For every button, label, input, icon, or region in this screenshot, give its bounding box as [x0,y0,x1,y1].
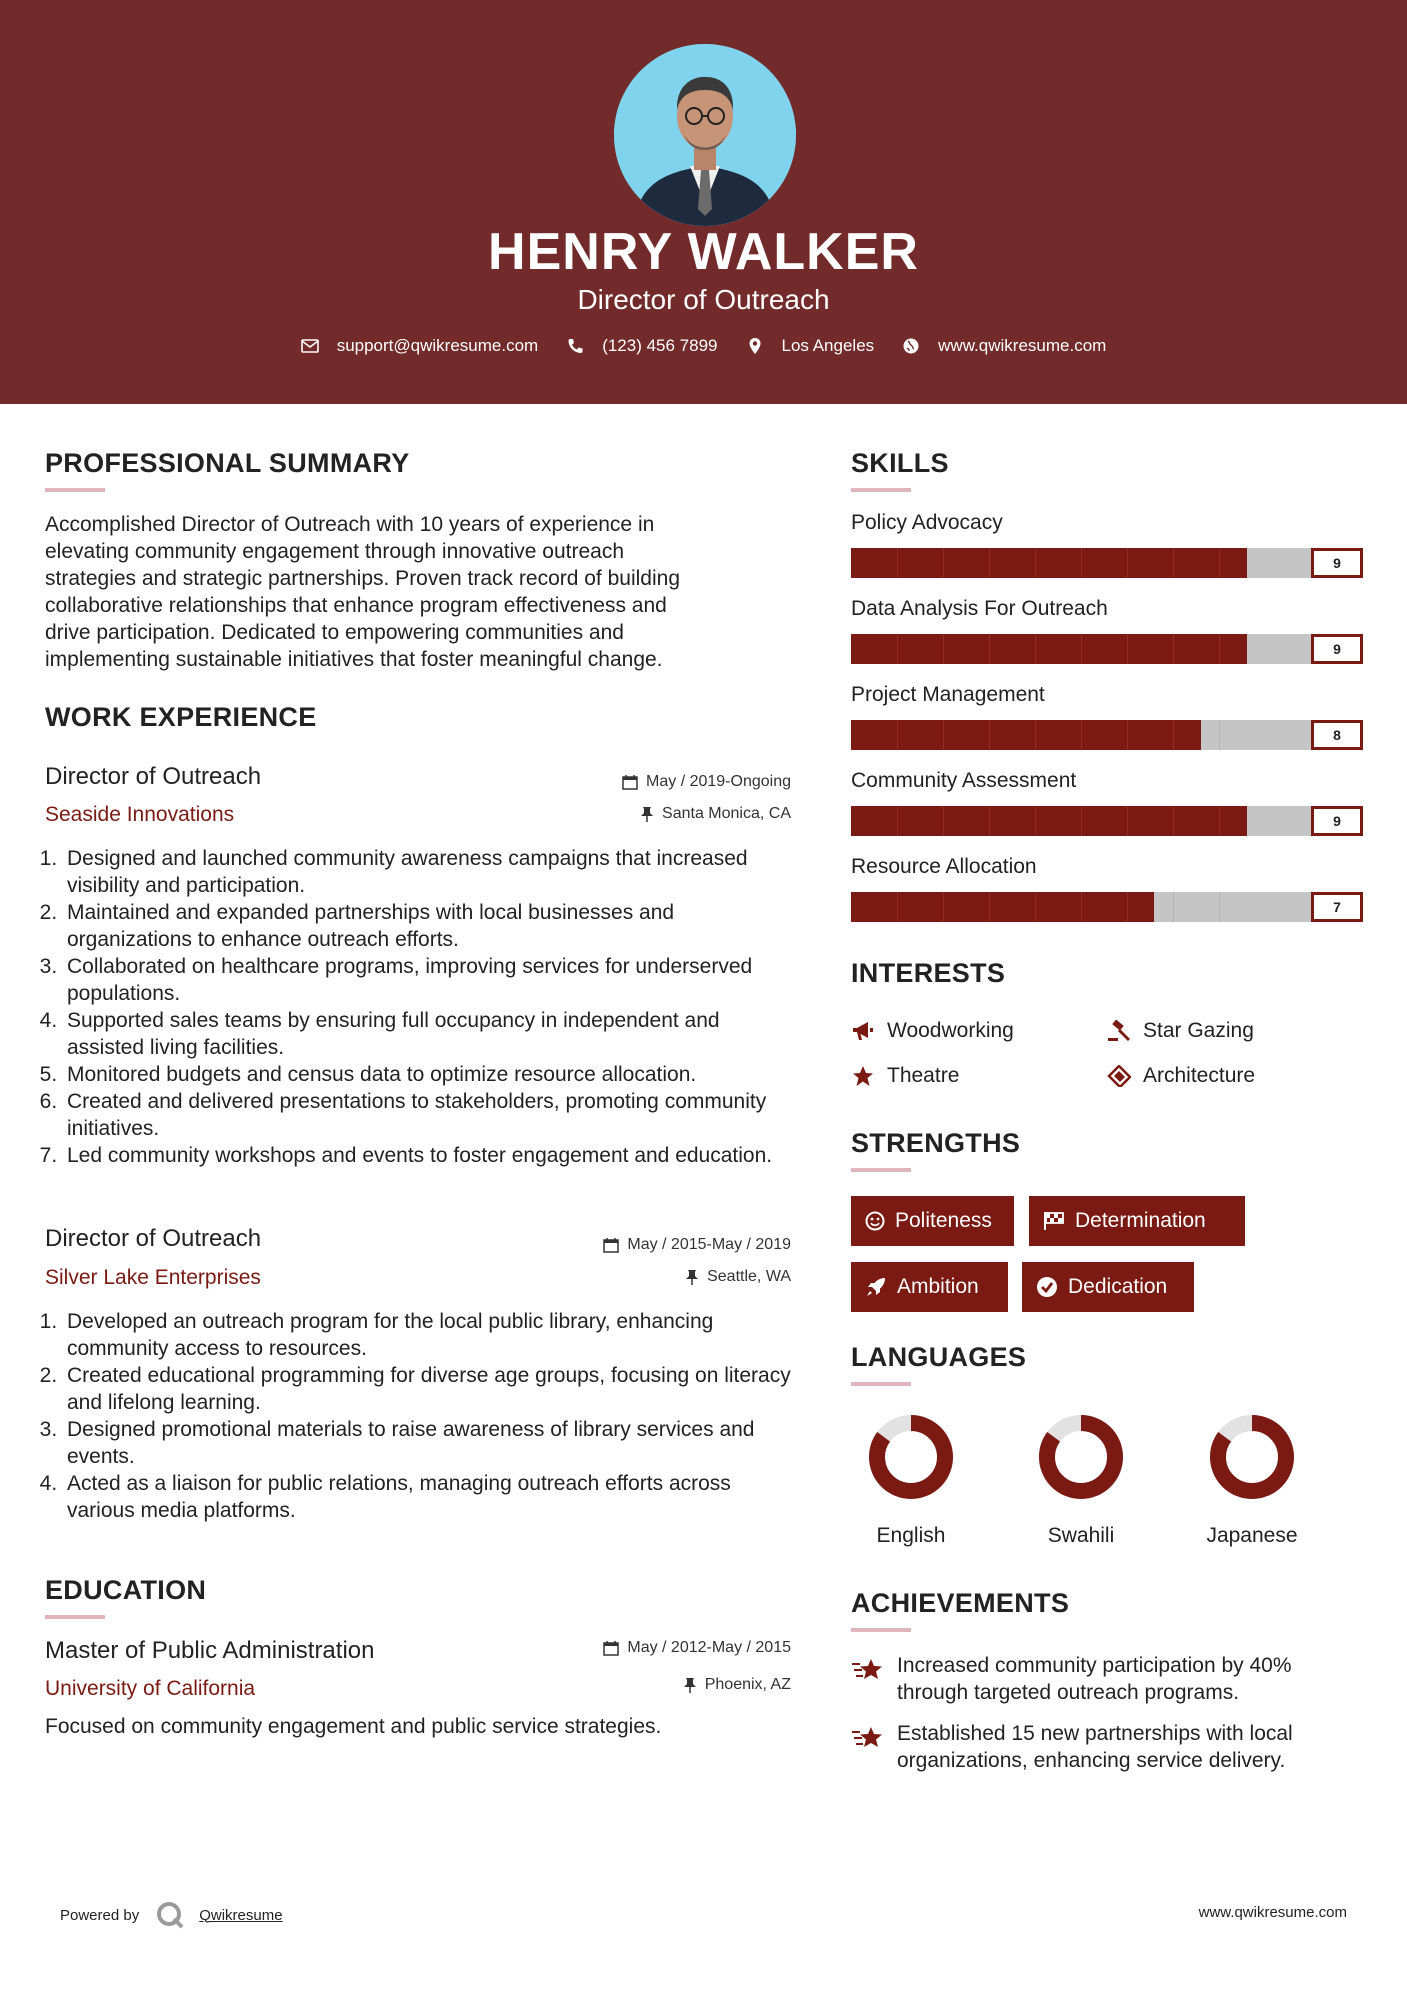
interest-woodworking [851,1019,1014,1043]
skill-tick [1127,548,1128,578]
summary-line: drive participation. Dedicated to empowering communities and [45,621,624,644]
skill-level-bar [851,720,1313,750]
footer-powered-by [60,1900,283,1930]
globe-icon [902,337,920,355]
job-duties [35,1308,795,1524]
contact-website-text: www.qwikresume.com [938,336,1107,355]
skill-tick [943,806,944,836]
rocket-icon [865,1276,887,1298]
summary-underline [45,488,105,492]
skill-tick [1035,892,1036,922]
star-icon [851,1065,875,1087]
language-label: Swahili [1047,1524,1115,1547]
duty-item: 4. Acted as a liaison for public relations, managing outreach efforts across various media platforms. [63,1470,795,1524]
profile-photo [614,44,796,226]
candidate-name: HENRY WALKER [488,223,919,281]
skill-tick [897,806,898,836]
skill-tick [943,634,944,664]
pushpin-icon [685,1269,699,1285]
skill-name: Policy Advocacy [851,511,1003,534]
skill-tick [989,548,990,578]
summary-line: elevating community engagement through innovative outreach [45,540,625,563]
skill-tick [1081,548,1082,578]
bullhorn-icon [851,1020,875,1042]
shooting-star-icon [851,1656,885,1682]
strength-ambition [851,1262,1008,1312]
skill-tick [1081,634,1082,664]
achievement-text [897,1652,1292,1706]
envelope-icon [301,337,319,355]
skill-score: 7 [1311,892,1363,922]
education-heading: EDUCATION [45,1575,207,1605]
job-title: Director of Outreach [45,1225,262,1252]
job-location-text: Santa Monica, CA [662,805,791,822]
skill-tick [1081,806,1082,836]
skill-level-bar [851,548,1313,578]
interests-heading: INTERESTS [851,958,1006,988]
skill-score: 9 [1311,548,1363,578]
skill-tick [1127,806,1128,836]
skill-tick [897,720,898,750]
duty-item: 1. Designed and launched community awareness campaigns that increased visibility and participation. [63,845,795,899]
strength-label: Ambition [897,1275,979,1298]
skill-tick [943,892,944,922]
skill-score: 9 [1311,806,1363,836]
job-dates-text: May / 2019-Ongoing [646,773,791,790]
skill-tick [897,634,898,664]
achievement-line: through targeted outreach programs. [897,1681,1240,1704]
skill-tick [1081,892,1082,922]
skill-level-bar [851,892,1313,922]
resume-header [0,0,1407,404]
skills-heading: SKILLS [851,448,949,478]
achievements-heading: ACHIEVEMENTS [851,1588,1070,1618]
footer-website[interactable]: www.qwikresume.com [1198,1904,1347,1921]
skill-name: Resource Allocation [851,855,1037,878]
duty-item: 2. Maintained and expanded partnerships with local businesses and organizations to enhance outreach efforts. [63,899,795,953]
education-location [500,1676,791,1694]
skill-tick [1127,720,1128,750]
job-location-text: Seattle, WA [707,1268,791,1285]
skill-tick [897,548,898,578]
flag-icon [1043,1211,1065,1231]
interest-architecture [1107,1064,1255,1088]
language-donut [1031,1407,1131,1507]
duty-item: 6. Created and delivered presentations to stakeholders, promoting community initiatives. [63,1088,795,1142]
skill-tick [1219,892,1220,922]
job-location [500,1268,791,1286]
skill-tick [1173,720,1174,750]
skill-tick [1219,634,1220,664]
skill-tick [1035,720,1036,750]
gavel-icon [1107,1020,1131,1042]
shooting-star-icon [851,1724,885,1750]
contact-bar [0,336,1407,356]
skill-level-fill [851,806,1247,836]
achievement-line: Increased community participation by 40% [897,1654,1292,1677]
duty-item: 5. Monitored budgets and census data to optimize resource allocation. [63,1061,795,1088]
strengths-heading: STRENGTHS [851,1128,1021,1158]
contact-email-text: support@qwikresume.com [336,336,539,355]
candidate-title: Director of Outreach [577,284,830,315]
job-duties [35,845,795,1169]
interest-label: Star Gazing [1143,1019,1254,1042]
skill-name: Data Analysis For Outreach [851,597,1108,620]
skill-level-fill [851,634,1247,664]
phone-icon [566,337,584,355]
achievements-underline [851,1628,911,1632]
summary-text [45,511,785,673]
interest-theatre [851,1064,959,1088]
pushpin-icon [640,806,654,822]
skill-level-bar [851,634,1313,664]
strength-label: Dedication [1068,1275,1168,1298]
pushpin-icon [683,1677,697,1693]
skill-name: Project Management [851,683,1045,706]
job-dates-text: May / 2015-May / 2019 [627,1236,791,1253]
powered-by-label: Powered by [60,1906,140,1924]
strength-dedication [1022,1262,1194,1312]
school-name: University of California [45,1677,256,1700]
calendar-icon [603,1237,619,1253]
interest-label: Architecture [1143,1064,1256,1087]
interest-label: Theatre [887,1064,960,1087]
skill-tick [1035,806,1036,836]
skill-tick [943,548,944,578]
duty-item: 2. Created educational programming for diverse age groups, focusing on literacy and lifelong learning. [63,1362,795,1416]
skill-score: 9 [1311,634,1363,664]
skill-tick [1127,634,1128,664]
language-label: English [876,1524,946,1547]
brand-link[interactable]: Qwikresume [199,1906,283,1924]
skill-tick [1173,892,1174,922]
skill-tick [1219,806,1220,836]
achievement-item [851,1652,1371,1706]
education-description: Focused on community engagement and public service strategies. [45,1715,662,1738]
skill-tick [1173,548,1174,578]
skill-tick [989,806,990,836]
skill-tick [989,892,990,922]
contact-phone[interactable] [566,336,717,356]
skill-tick [1219,548,1220,578]
summary-line: implementing sustainable initiatives that foster meaningful change. [45,648,663,671]
calendar-icon [622,774,638,790]
contact-email[interactable] [301,336,539,356]
degree-title: Master of Public Administration [45,1637,375,1664]
skill-level-fill [851,548,1247,578]
ticket-icon [1107,1065,1131,1087]
skill-tick [1081,720,1082,750]
language-label: Japanese [1206,1524,1298,1547]
languages-heading: LANGUAGES [851,1342,1027,1372]
skill-tick [1173,806,1174,836]
skill-tick [1035,634,1036,664]
skill-tick [989,634,990,664]
skill-tick [1127,892,1128,922]
job-dates [500,773,791,791]
duty-item: 7. Led community workshops and events to foster engagement and education. [63,1142,795,1169]
skill-tick [897,892,898,922]
map-marker-icon [746,337,764,355]
education-underline [45,1615,105,1619]
skill-score: 8 [1311,720,1363,750]
achievement-line: organizations, enhancing service delivery. [897,1749,1286,1772]
contact-phone-text: (123) 456 7899 [602,336,718,355]
duty-item: 1. Developed an outreach program for the local public library, enhancing community access to resources. [63,1308,795,1362]
job-company: Seaside Innovations [45,803,235,826]
achievement-item [851,1720,1371,1774]
smile-icon [865,1211,885,1231]
language-donut [1202,1407,1302,1507]
summary-line: collaborative relationships that enhance program effectiveness and [45,594,667,617]
qwikresume-logo-icon [155,1900,185,1930]
interest-label: Woodworking [887,1019,1014,1042]
languages-underline [851,1382,911,1386]
education-location-text: Phoenix, AZ [704,1676,791,1693]
skill-tick [989,720,990,750]
duty-item: 3. Designed promotional materials to raise awareness of library services and events. [63,1416,795,1470]
job-dates [500,1236,791,1254]
summary-heading: PROFESSIONAL SUMMARY [45,448,410,478]
language-donut [861,1407,961,1507]
education-dates-text: May / 2012-May / 2015 [627,1639,791,1656]
interest-star-gazing [1107,1019,1254,1043]
duty-item: 3. Collaborated on healthcare programs, improving services for underserved populations. [63,953,795,1007]
job-title: Director of Outreach [45,763,262,790]
calendar-icon [603,1640,619,1656]
duty-item: 4. Supported sales teams by ensuring full occupancy in independent and assisted living facilities. [63,1007,795,1061]
skill-name: Community Assessment [851,769,1077,792]
strength-politeness [851,1196,1014,1246]
skill-tick [1173,634,1174,664]
skill-tick [943,720,944,750]
strength-label: Politeness [895,1209,992,1232]
achievement-line: Established 15 new partnerships with local [897,1722,1293,1745]
strength-label: Determination [1075,1209,1206,1232]
education-dates [500,1639,791,1657]
job-company: Silver Lake Enterprises [45,1266,261,1289]
skill-level-bar [851,806,1313,836]
achievement-text [897,1720,1293,1774]
summary-line: strategies and strategic partnerships. Proven track record of building [45,567,680,590]
contact-website[interactable] [902,336,1106,356]
strength-determination [1029,1196,1245,1246]
contact-location-text: Los Angeles [781,336,875,355]
skill-level-fill [851,720,1201,750]
job-location [500,805,791,823]
summary-line: Accomplished Director of Outreach with 10 years of experience in [45,513,655,536]
experience-heading: WORK EXPERIENCE [45,702,317,732]
contact-location [746,336,875,356]
strengths-underline [851,1168,911,1172]
check-circle-icon [1036,1276,1058,1298]
skill-tick [1035,548,1036,578]
skills-underline [851,488,911,492]
skill-tick [1219,720,1220,750]
